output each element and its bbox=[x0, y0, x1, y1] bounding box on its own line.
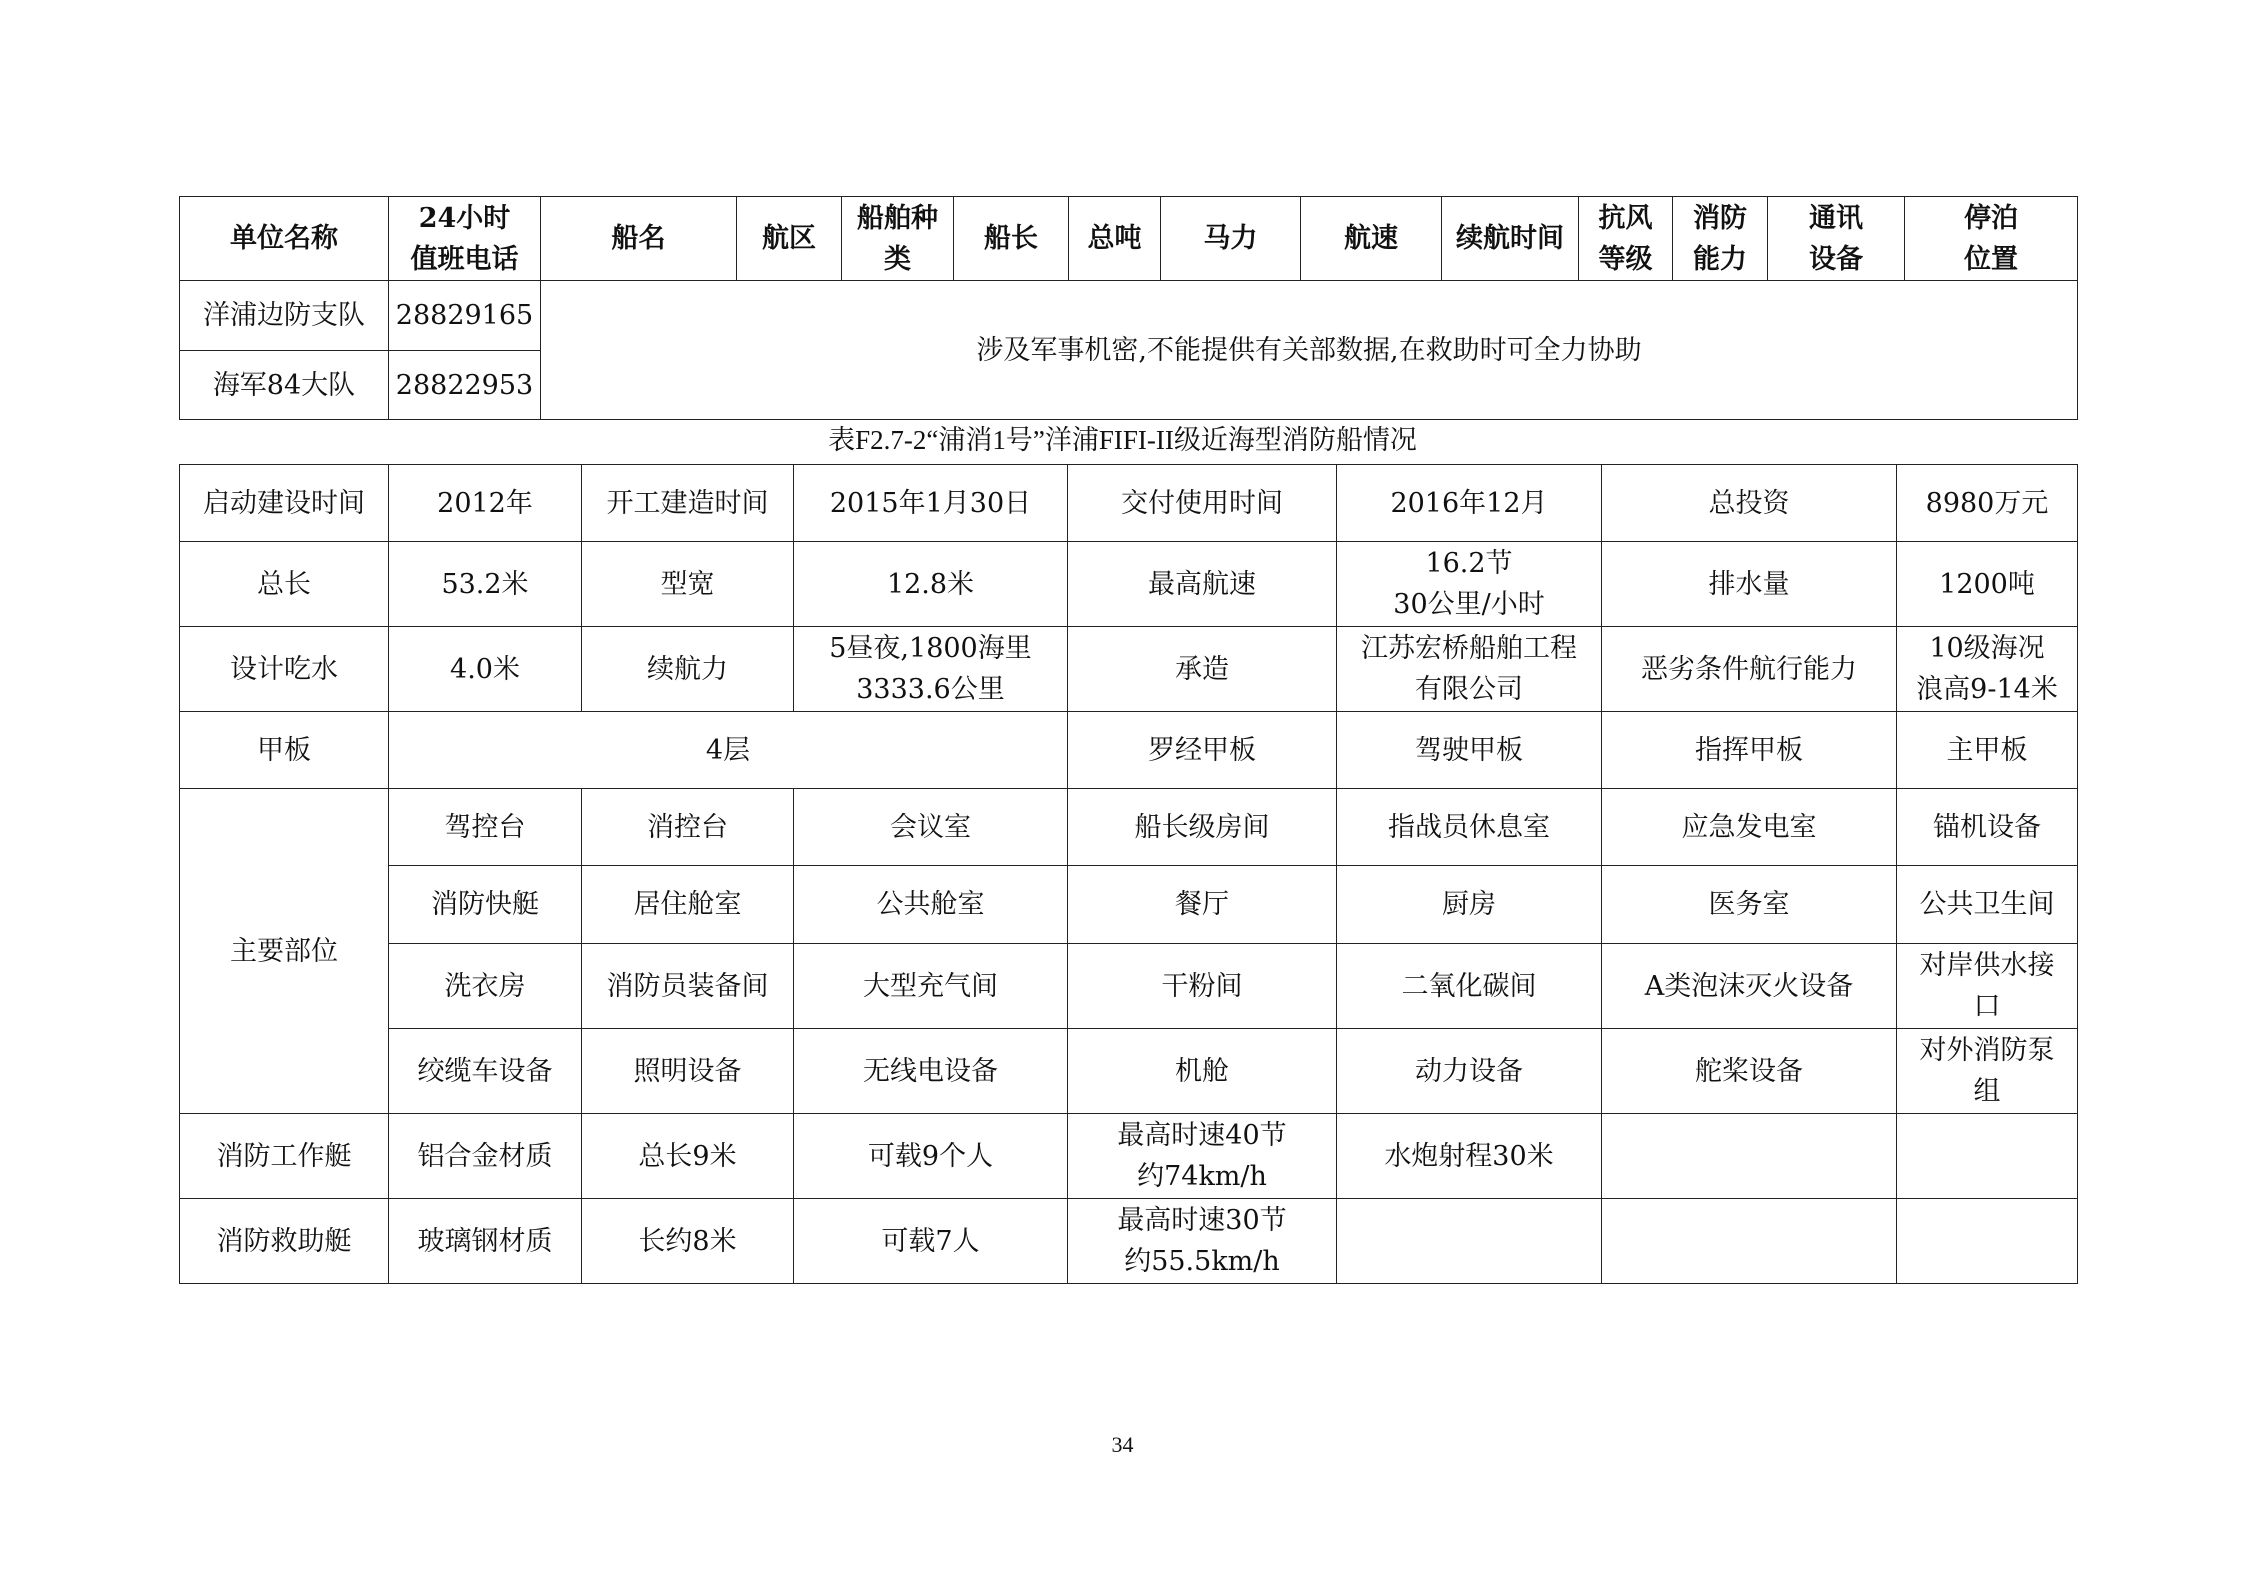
header-speed: 航速 bbox=[1301, 197, 1442, 281]
header-unit-name: 单位名称 bbox=[180, 197, 389, 281]
main-area-cell: 居住舱室 bbox=[582, 866, 794, 944]
main-area-cell: 洗衣房 bbox=[389, 944, 582, 1029]
main-area-cell: 对岸供水接 口 bbox=[1897, 944, 2078, 1029]
value-deck-count: 4层 bbox=[389, 712, 1068, 789]
value-delivery: 2016年12月 bbox=[1337, 465, 1602, 542]
label-delivery: 交付使用时间 bbox=[1068, 465, 1337, 542]
value-displacement: 1200吨 bbox=[1897, 542, 2078, 627]
main-area-cell: 锚机设备 bbox=[1897, 789, 2078, 866]
main-area-cell: 干粉间 bbox=[1068, 944, 1337, 1029]
table-row bbox=[180, 1029, 2078, 1114]
deck-main: 主甲板 bbox=[1897, 712, 2078, 789]
value-overall-length: 53.2米 bbox=[389, 542, 582, 627]
table-row bbox=[180, 789, 2078, 866]
label-total-investment: 总投资 bbox=[1602, 465, 1897, 542]
header-ship-type: 船舶种 类 bbox=[842, 197, 954, 281]
label-overall-length: 总长 bbox=[180, 542, 389, 627]
table-row bbox=[180, 627, 2078, 712]
work-boat-length: 总长9米 bbox=[582, 1114, 794, 1199]
empty-cell bbox=[1897, 1199, 2078, 1284]
main-area-cell: 驾控台 bbox=[389, 789, 582, 866]
main-area-cell: 应急发电室 bbox=[1602, 789, 1897, 866]
header-wind-resistance: 抗风 等级 bbox=[1579, 197, 1673, 281]
header-horsepower: 马力 bbox=[1161, 197, 1301, 281]
label-displacement: 排水量 bbox=[1602, 542, 1897, 627]
value-endurance: 5昼夜,1800海里 3333.6公里 bbox=[794, 627, 1068, 712]
deck-command: 指挥甲板 bbox=[1602, 712, 1897, 789]
label-builder: 承造 bbox=[1068, 627, 1337, 712]
main-area-cell: 医务室 bbox=[1602, 866, 1897, 944]
header-gross-tonnage: 总吨 bbox=[1069, 197, 1161, 281]
main-area-cell: 动力设备 bbox=[1337, 1029, 1602, 1114]
empty-cell bbox=[1602, 1199, 1897, 1284]
rescue-boat-material: 玻璃钢材质 bbox=[389, 1199, 582, 1284]
label-max-speed: 最高航速 bbox=[1068, 542, 1337, 627]
work-boat-capacity: 可载9个人 bbox=[794, 1114, 1068, 1199]
main-area-cell: 大型充气间 bbox=[794, 944, 1068, 1029]
table-row bbox=[180, 1114, 2078, 1199]
page-number: 34 bbox=[1111, 1432, 1134, 1457]
label-endurance: 续航力 bbox=[582, 627, 794, 712]
label-deck: 甲板 bbox=[180, 712, 389, 789]
main-area-cell: 餐厅 bbox=[1068, 866, 1337, 944]
main-area-cell: 照明设备 bbox=[582, 1029, 794, 1114]
deck-compass: 罗经甲板 bbox=[1068, 712, 1337, 789]
table1-header-row bbox=[180, 197, 2078, 281]
main-area-cell: 公共舱室 bbox=[794, 866, 1068, 944]
main-area-cell: 对外消防泵 组 bbox=[1897, 1029, 2078, 1114]
main-area-cell: 会议室 bbox=[794, 789, 1068, 866]
main-area-cell: 厨房 bbox=[1337, 866, 1602, 944]
main-area-cell: 二氧化碳间 bbox=[1337, 944, 1602, 1029]
empty-cell bbox=[1337, 1199, 1602, 1284]
label-work-boat: 消防工作艇 bbox=[180, 1114, 389, 1199]
value-build-start: 2015年1月30日 bbox=[794, 465, 1068, 542]
deck-bridge: 驾驶甲板 bbox=[1337, 712, 1602, 789]
label-construction-start: 启动建设时间 bbox=[180, 465, 389, 542]
unit-name: 海军84大队 bbox=[180, 351, 389, 420]
table-row bbox=[180, 465, 2078, 542]
value-construction-start: 2012年 bbox=[389, 465, 582, 542]
unit-name: 洋浦边防支队 bbox=[180, 281, 389, 351]
main-area-cell: 消控台 bbox=[582, 789, 794, 866]
rescue-boat-speed: 最高时速30节 约55.5km/h bbox=[1068, 1199, 1337, 1284]
table-row bbox=[180, 712, 2078, 789]
label-rescue-boat: 消防救助艇 bbox=[180, 1199, 389, 1284]
value-severe-weather: 10级海况 浪高9-14米 bbox=[1897, 627, 2078, 712]
header-communication-equipment: 通讯 设备 bbox=[1768, 197, 1905, 281]
header-endurance: 续航时间 bbox=[1442, 197, 1579, 281]
header-navigation-area: 航区 bbox=[737, 197, 842, 281]
label-severe-weather: 恶劣条件航行能力 bbox=[1602, 627, 1897, 712]
main-area-cell: 船长级房间 bbox=[1068, 789, 1337, 866]
rescue-contact-table bbox=[179, 196, 2078, 420]
main-area-cell: 消防员装备间 bbox=[582, 944, 794, 1029]
main-area-cell: 舵桨设备 bbox=[1602, 1029, 1897, 1114]
work-boat-cannon-range: 水炮射程30米 bbox=[1337, 1114, 1602, 1199]
confidential-note: 涉及军事机密,不能提供有关部数据,在救助时可全力协助 bbox=[541, 281, 2078, 420]
value-max-speed: 16.2节 30公里/小时 bbox=[1337, 542, 1602, 627]
empty-cell bbox=[1897, 1114, 2078, 1199]
label-build-start: 开工建造时间 bbox=[582, 465, 794, 542]
fireboat-info-table bbox=[179, 464, 2078, 1284]
table-caption: 表F2.7-2“浦消1号”洋浦FIFI-II级近海型消防船情况 bbox=[828, 425, 1417, 455]
value-beam: 12.8米 bbox=[794, 542, 1068, 627]
label-beam: 型宽 bbox=[582, 542, 794, 627]
header-duty-phone: 24小时 值班电话 bbox=[389, 197, 541, 281]
table-row bbox=[180, 866, 2078, 944]
work-boat-material: 铝合金材质 bbox=[389, 1114, 582, 1199]
main-area-cell: 公共卫生间 bbox=[1897, 866, 2078, 944]
header-ship-name: 船名 bbox=[541, 197, 737, 281]
main-area-cell: 无线电设备 bbox=[794, 1029, 1068, 1114]
main-area-cell: 消防快艇 bbox=[389, 866, 582, 944]
rescue-boat-length: 长约8米 bbox=[582, 1199, 794, 1284]
label-main-areas: 主要部位 bbox=[180, 789, 389, 1114]
value-builder: 江苏宏桥船舶工程 有限公司 bbox=[1337, 627, 1602, 712]
table-row bbox=[180, 944, 2078, 1029]
main-area-cell: 指战员休息室 bbox=[1337, 789, 1602, 866]
rescue-boat-capacity: 可载7人 bbox=[794, 1199, 1068, 1284]
header-ship-length: 船长 bbox=[954, 197, 1069, 281]
main-area-cell: 机舱 bbox=[1068, 1029, 1337, 1114]
table-row bbox=[180, 1199, 2078, 1284]
header-firefighting-capacity: 消防 能力 bbox=[1673, 197, 1768, 281]
main-area-cell: A类泡沫灭火设备 bbox=[1602, 944, 1897, 1029]
table-row bbox=[180, 542, 2078, 627]
value-total-investment: 8980万元 bbox=[1897, 465, 2078, 542]
label-design-draft: 设计吃水 bbox=[180, 627, 389, 712]
value-design-draft: 4.0米 bbox=[389, 627, 582, 712]
duty-phone: 28829165 bbox=[389, 281, 541, 351]
table-row bbox=[180, 281, 2078, 351]
header-berth-location: 停泊 位置 bbox=[1905, 197, 2078, 281]
empty-cell bbox=[1602, 1114, 1897, 1199]
work-boat-speed: 最高时速40节 约74km/h bbox=[1068, 1114, 1337, 1199]
main-area-cell: 绞缆车设备 bbox=[389, 1029, 582, 1114]
duty-phone: 28822953 bbox=[389, 351, 541, 420]
